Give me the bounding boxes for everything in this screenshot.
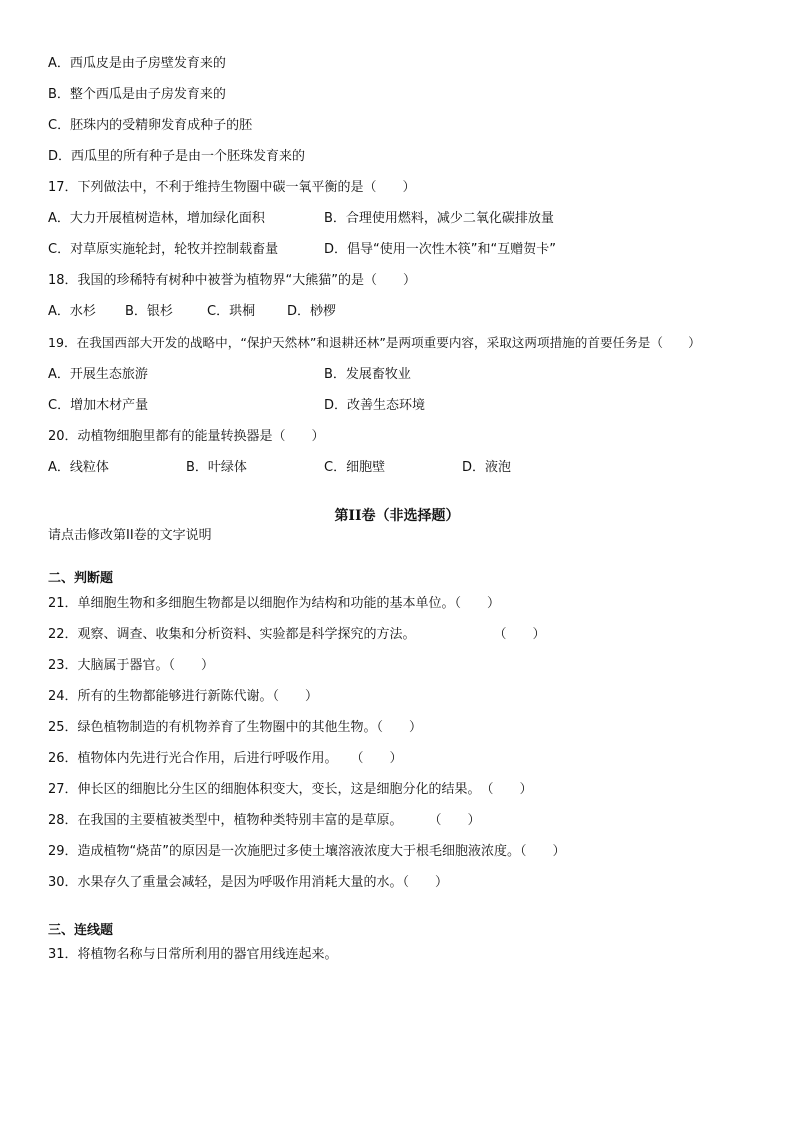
q19-option-b: B．发展畜牧业 <box>324 367 411 382</box>
q18-option-a: A．水杉 <box>48 304 96 319</box>
matching-item-31: 31．将植物名称与日常所利用的器官用线连起来。 <box>48 947 338 962</box>
judgment-item-29: 29．造成植物“烧苗”的原因是一次施肥过多使土壤溶液浓度大于根毛细胞液浓度。（ ） <box>48 844 566 859</box>
q20-option-b: B．叶绿体 <box>186 460 247 475</box>
judgment-item-26: 26．植物体内先进行光合作用，后进行呼吸作用。 （ ） <box>48 751 403 766</box>
q17-option-d: D．倡导“使用一次性木筷”和“互赠贺卡” <box>324 242 556 257</box>
q16-option-c: C．胚珠内的受精卵发育成种子的胚 <box>48 118 253 133</box>
q20-option-c: C．细胞壁 <box>324 460 386 475</box>
judgment-item-27: 27．伸长区的细胞比分生区的细胞体积变大，变长，这是细胞分化的结果。 （ ） <box>48 782 533 797</box>
q18-option-b: B．银杉 <box>125 304 173 319</box>
judgment-item-22: 22．观察、调查、收集和分析资料、实验都是科学探究的方法。 （ ） <box>48 627 546 642</box>
q19-option-c: C．增加木材产量 <box>48 398 149 413</box>
q19-option-a: A．开展生态旅游 <box>48 367 148 382</box>
judgment-item-21: 21．单细胞生物和多细胞生物都是以细胞作为结构和功能的基本单位。（ ） <box>48 596 501 611</box>
q17-option-b: B．合理使用燃料，减少二氧化碳排放量 <box>324 211 554 226</box>
judgment-item-23: 23．大脑属于器官。（ ） <box>48 658 215 673</box>
q18-stem: 18．我国的珍稀特有树种中被誉为植物界“大熊猫”的是（ ） <box>48 273 417 288</box>
q20-stem: 20．动植物细胞里都有的能量转换器是（ ） <box>48 429 325 444</box>
q20-option-d: D．液泡 <box>462 460 512 475</box>
part2-title: 第II卷（非选择题） <box>334 508 460 524</box>
matching-heading: 三、连线题 <box>48 923 114 938</box>
judgment-heading: 二、判断题 <box>48 571 114 586</box>
q18-option-d: D．桫椤 <box>287 304 337 319</box>
q16-option-d: D．西瓜里的所有种子是由一个胚珠发育来的 <box>48 149 306 164</box>
judgment-item-28: 28．在我国的主要植被类型中，植物种类特别丰富的是草原。 （ ） <box>48 813 481 828</box>
q17-option-c: C．对草原实施轮封，轮牧并控制载畜量 <box>48 242 279 257</box>
q18-option-c: C．珙桐 <box>207 304 256 319</box>
q16-option-a: A．西瓜皮是由子房壁发育来的 <box>48 56 226 71</box>
part2-note: 请点击修改第II卷的文字说明 <box>48 528 212 543</box>
q17-option-a: A．大力开展植树造林，增加绿化面积 <box>48 211 265 226</box>
q16-option-b: B．整个西瓜是由子房发育来的 <box>48 87 226 102</box>
judgment-item-30: 30．水果存久了重量会减轻，是因为呼吸作用消耗大量的水。（ ） <box>48 875 449 890</box>
q19-stem: 19．在我国西部大开发的战略中，“保护天然林”和退耕还林”是两项重要内容，采取这两项措施的首要任务是（ ） <box>48 335 701 350</box>
q17-stem: 17．下列做法中，不利于维持生物圈中碳一氧平衡的是（ ） <box>48 180 416 195</box>
judgment-item-24: 24．所有的生物都能够进行新陈代谢。（ ） <box>48 689 319 704</box>
judgment-item-25: 25．绿色植物制造的有机物养育了生物圈中的其他生物。（ ） <box>48 720 423 735</box>
q20-option-a: A．线粒体 <box>48 460 109 475</box>
q19-option-d: D．改善生态环境 <box>324 398 426 413</box>
